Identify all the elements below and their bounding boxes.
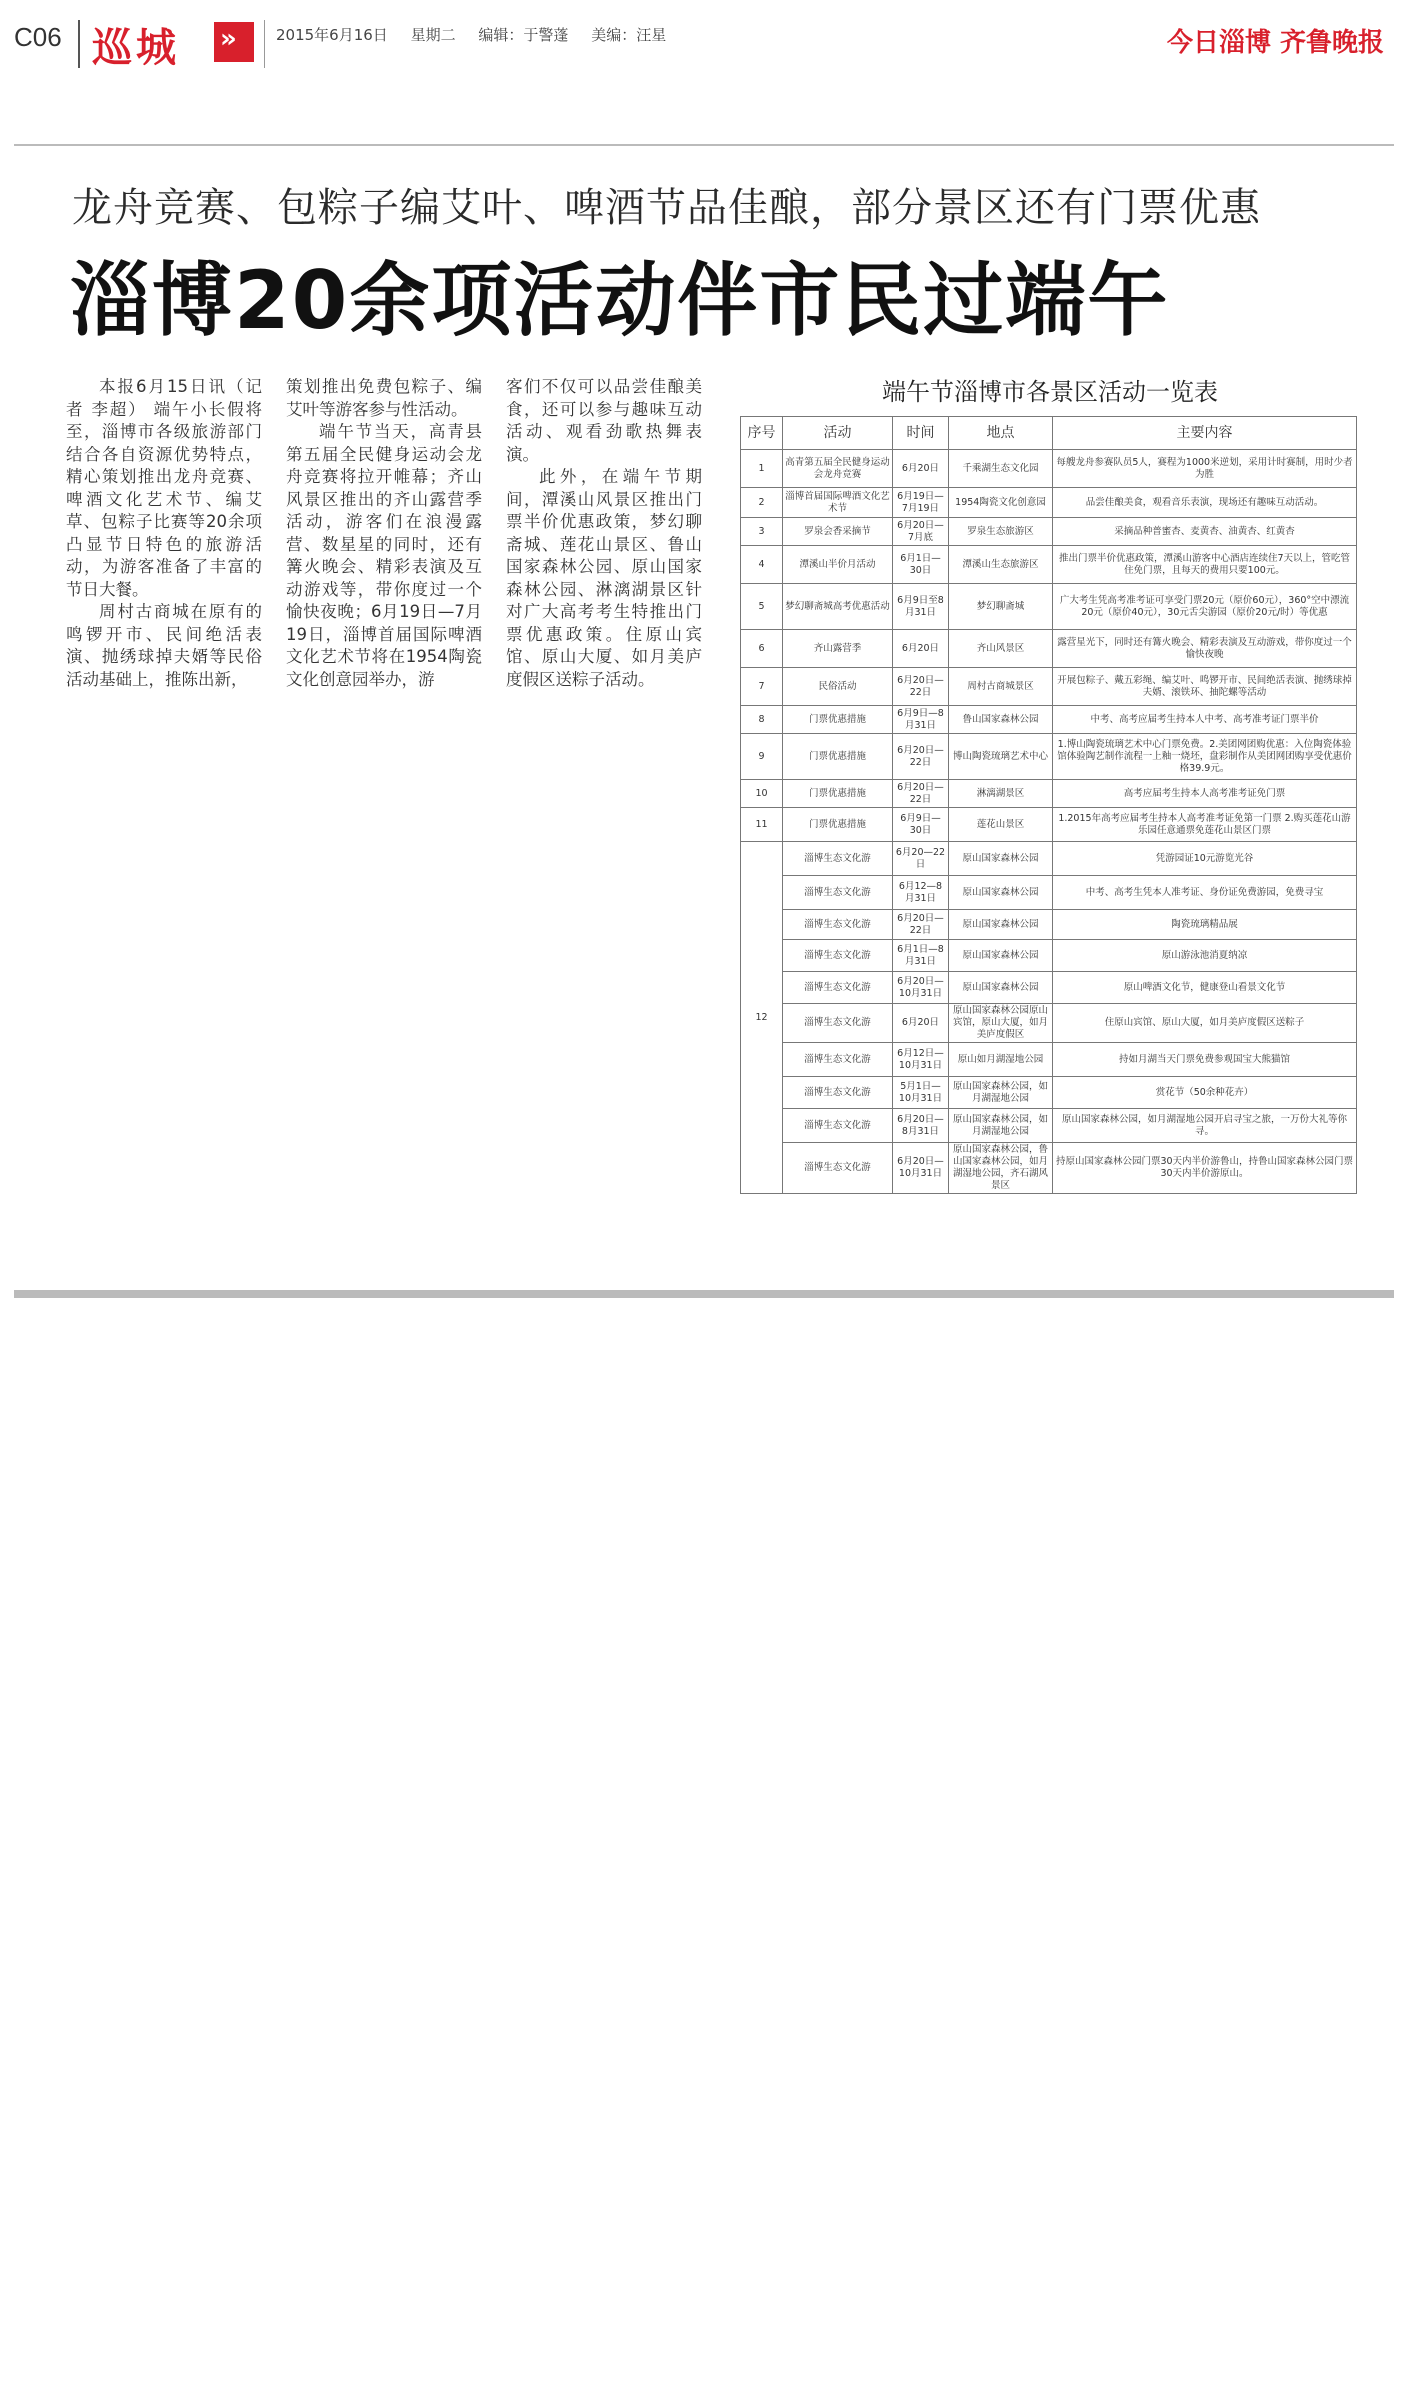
table-cell: 持如月湖当天门票免费参观国宝大熊猫馆 — [1053, 1043, 1357, 1077]
table-row — [741, 706, 1357, 734]
header-cell: 地点 — [949, 417, 1053, 450]
table-cell: 原山如月湖湿地公园 — [949, 1043, 1053, 1077]
table-cell: 门票优惠措施 — [783, 808, 893, 842]
header-divider — [78, 20, 80, 68]
header-divider-2 — [264, 20, 265, 68]
table-cell: 淋漓湖景区 — [949, 780, 1053, 808]
table-cell: 淄博生态文化游 — [783, 1077, 893, 1109]
designer-credit: 美编：汪星 — [591, 26, 667, 44]
arrow-glyph: » — [220, 24, 237, 54]
table-row — [741, 546, 1357, 584]
table-cell: 门票优惠措施 — [783, 780, 893, 808]
table-cell: 6月20日—8月31日 — [893, 1109, 949, 1143]
table-cell: 6月19日—7月19日 — [893, 488, 949, 518]
table-cell: 露营星光下，同时还有篝火晚会、精彩表演及互动游戏，带你度过一个愉快夜晚 — [1053, 630, 1357, 668]
table-cell: 淄博生态文化游 — [783, 1143, 893, 1194]
table-cell: 1 — [741, 450, 783, 488]
table-cell: 原山国家森林公园，鲁山国家森林公园，如月湖湿地公园，齐石湖风景区 — [949, 1143, 1053, 1194]
table-cell: 门票优惠措施 — [783, 706, 893, 734]
table-row — [741, 1143, 1357, 1194]
article-subtitle: 龙舟竞赛、包粽子编艾叶、啤酒节品佳酿，部分景区还有门票优惠 — [72, 185, 1261, 231]
table-cell: 中考、高考应届考生持本人中考、高考准考证门票半价 — [1053, 706, 1357, 734]
issue-weekday: 星期二 — [410, 26, 456, 44]
table-cell: 6月20日—7月底 — [893, 518, 949, 546]
table-cell: 6月20日 — [893, 1004, 949, 1043]
paragraph: 客们不仅可以品尝佳酿美食，还可以参与趣味互动活动、观看劲歌热舞表演。 — [506, 377, 702, 464]
table-cell: 民俗活动 — [783, 668, 893, 706]
table-row — [741, 876, 1357, 910]
table-cell: 6月12—8月31日 — [893, 876, 949, 910]
table-cell: 6月1日—8月31日 — [893, 940, 949, 972]
table-cell: 梦幻聊斋城 — [949, 584, 1053, 630]
header-cell: 活动 — [783, 417, 893, 450]
table-cell: 原山国家森林公园，如月湖湿地公园开启寻宝之旅，一万份大礼等你寻。 — [1053, 1109, 1357, 1143]
table-cell: 罗泉生态旅游区 — [949, 518, 1053, 546]
table-cell: 高青第五届全民健身运动会龙舟竞赛 — [783, 450, 893, 488]
table-cell: 莲花山景区 — [949, 808, 1053, 842]
table-cell: 4 — [741, 546, 783, 584]
table-cell: 每艘龙舟参赛队员5人，赛程为1000米逆划，采用计时赛制，用时少者为胜 — [1053, 450, 1357, 488]
table-cell: 6 — [741, 630, 783, 668]
table-cell: 潭溪山半价月活动 — [783, 546, 893, 584]
table-cell: 1.博山陶瓷琉璃艺术中心门票免费。2.美团网团购优惠：入位陶瓷体验馆体验陶艺制作流程一上釉一烧坯，盘彩制作从美团网团购享受优惠价格39.9元。 — [1053, 734, 1357, 780]
table-cell: 梦幻聊斋城高考优惠活动 — [783, 584, 893, 630]
table-cell: 6月20日—22日 — [893, 780, 949, 808]
table-cell: 陶瓷琉璃精品展 — [1053, 910, 1357, 940]
article-title: 淄博20余项活动伴市民过端午 — [70, 254, 1170, 347]
table-cell: 5 — [741, 584, 783, 630]
table-cell: 6月20日—22日 — [893, 668, 949, 706]
table-row — [741, 1004, 1357, 1043]
table-row — [741, 1109, 1357, 1143]
table-cell: 6月9日至8月31日 — [893, 584, 949, 630]
table-row — [741, 940, 1357, 972]
table-cell: 2 — [741, 488, 783, 518]
table-cell: 5月1日—10月31日 — [893, 1077, 949, 1109]
table-cell: 原山国家森林公园，如月湖湿地公园 — [949, 1109, 1053, 1143]
article-column-2 — [286, 376, 482, 691]
paragraph: 本报6月15日讯（记者 李超） 端午小长假将至，淄博市各级旅游部门结合各自资源优势特点，精心策划推出龙舟竞赛、啤酒文化艺术节、编艾草、包粽子比赛等20余项凸显节日特色的旅游活动，为游客准备了丰富的节日大餐。 — [66, 377, 262, 599]
table-cell: 6月20日—10月31日 — [893, 1143, 949, 1194]
section-arrow-icon — [214, 22, 254, 62]
page-number: C06 — [14, 22, 62, 52]
table-cell: 淄博生态文化游 — [783, 1004, 893, 1043]
table-cell: 原山国家森林公园 — [949, 842, 1053, 876]
table-row — [741, 734, 1357, 780]
issue-date: 2015年6月16日 — [276, 26, 388, 44]
table-cell: 淄博生态文化游 — [783, 1043, 893, 1077]
table-title: 端午节淄博市各景区活动一览表 — [882, 378, 1218, 406]
table-cell: 采摘品种普蜜杏、麦黄杏、油黄杏、红黄杏 — [1053, 518, 1357, 546]
table-cell: 6月20日—22日 — [893, 734, 949, 780]
table-cell: 原山国家森林公园原山宾馆，原山大厦，如月美庐度假区 — [949, 1004, 1053, 1043]
table-cell: 6月12日—10月31日 — [893, 1043, 949, 1077]
table-cell: 赏花节（50余种花卉） — [1053, 1077, 1357, 1109]
table-cell: 品尝佳酿美食，观看音乐表演，现场还有趣味互动活动。 — [1053, 488, 1357, 518]
table-cell: 潭溪山生态旅游区 — [949, 546, 1053, 584]
table-cell: 8 — [741, 706, 783, 734]
table-cell: 6月9日—8月31日 — [893, 706, 949, 734]
table-row — [741, 668, 1357, 706]
header-cell: 主要内容 — [1053, 417, 1357, 450]
header-cell: 序号 — [741, 417, 783, 450]
table-cell: 齐山风景区 — [949, 630, 1053, 668]
table-cell: 3 — [741, 518, 783, 546]
table-cell: 原山国家森林公园 — [949, 910, 1053, 940]
article-column-3 — [506, 376, 702, 691]
editor-credit: 编辑：于警蓬 — [478, 26, 569, 44]
table-cell: 罗泉会香采摘节 — [783, 518, 893, 546]
table-cell: 原山国家森林公园 — [949, 940, 1053, 972]
table-cell: 6月20日—22日 — [893, 910, 949, 940]
table-cell: 千乘湖生态文化园 — [949, 450, 1053, 488]
table-cell: 原山国家森林公园 — [949, 876, 1053, 910]
table-row — [741, 488, 1357, 518]
table-cell: 鲁山国家森林公园 — [949, 706, 1053, 734]
paragraph: 此外，在端午节期间，潭溪山风景区推出门票半价优惠政策，梦幻聊斋城、莲花山景区、鲁山国家森林公园、原山国家森林公园、淋漓湖景区针对广大高考考生特推出门票优惠政策。住原山宾馆、原山大厦、如月美庐度假区送粽子活动。 — [506, 467, 702, 689]
table-row — [741, 842, 1357, 876]
header-cell: 时间 — [893, 417, 949, 450]
table-cell: 淄博生态文化游 — [783, 842, 893, 876]
table-row — [741, 630, 1357, 668]
paragraph: 端午节当天，高青县第五届全民健身运动会龙舟竞赛将拉开帷幕；齐山风景区推出的齐山露营季活动，游客们在浪漫露营、数星星的同时，还有篝火晚会、精彩表演及互动游戏等，带你度过一个愉快夜晚；6月19日—7月19日，淄博首届国际啤酒文化艺术节将在1954陶瓷文化创意园举办，游 — [286, 422, 482, 689]
table-cell: 1954陶瓷文化创意园 — [949, 488, 1053, 518]
table-row — [741, 1077, 1357, 1109]
table-cell: 凭游园证10元游览光谷 — [1053, 842, 1357, 876]
table-cell: 住原山宾馆、原山大厦，如月美庐度假区送粽子 — [1053, 1004, 1357, 1043]
table-cell: 淄博生态文化游 — [783, 972, 893, 1004]
table-cell: 6月9日—30日 — [893, 808, 949, 842]
activity-table — [740, 416, 1357, 1194]
table-cell: 1.2015年高考应届考生持本人高考准考证免第一门票 2.购买莲花山游乐园任意通票免莲花山景区门票 — [1053, 808, 1357, 842]
table-row — [741, 780, 1357, 808]
table-body — [741, 450, 1357, 1194]
table-row — [741, 518, 1357, 546]
table-cell: 广大考生凭高考准考证可享受门票20元（原价60元），360°空中漂流20元（原价40元），30元舌尖游园（原价20元/时）等优惠 — [1053, 584, 1357, 630]
table-row — [741, 1043, 1357, 1077]
table-cell: 淄博生态文化游 — [783, 940, 893, 972]
header-rule — [14, 144, 1394, 146]
table-cell: 原山国家森林公园，如月湖湿地公园 — [949, 1077, 1053, 1109]
table-cell: 原山国家森林公园 — [949, 972, 1053, 1004]
table-row — [741, 910, 1357, 940]
header-meta — [276, 24, 684, 45]
table-cell: 7 — [741, 668, 783, 706]
table-cell: 推出门票半价优惠政策，潭溪山游客中心酒店连续住7天以上，管吃管住免门票，且每天的费用只要100元。 — [1053, 546, 1357, 584]
table-cell: 6月20日 — [893, 450, 949, 488]
article-column-1 — [66, 376, 262, 691]
section-name: 巡城 — [92, 25, 180, 71]
table-row — [741, 584, 1357, 630]
table-row — [741, 972, 1357, 1004]
table-cell: 持原山国家森林公园门票30天内半价游鲁山，持鲁山国家森林公园门票30天内半价游原山。 — [1053, 1143, 1357, 1194]
paragraph: 策划推出免费包粽子、编艾叶等游客参与性活动。 — [286, 377, 482, 419]
table-cell: 淄博生态文化游 — [783, 910, 893, 940]
table-cell: 门票优惠措施 — [783, 734, 893, 780]
table-cell: 10 — [741, 780, 783, 808]
table-cell: 9 — [741, 734, 783, 780]
table-cell: 6月20日 — [893, 630, 949, 668]
table-cell: 12 — [741, 842, 783, 1194]
table-cell: 6月20—22日 — [893, 842, 949, 876]
activity-table-container — [740, 416, 1356, 1194]
table-cell: 原山啤酒文化节，健康登山看景文化节 — [1053, 972, 1357, 1004]
table-cell: 中考、高考生凭本人准考证、身份证免费游园，免费寻宝 — [1053, 876, 1357, 910]
table-cell: 淄博首届国际啤酒文化艺术节 — [783, 488, 893, 518]
table-cell: 高考应届考生持本人高考准考证免门票 — [1053, 780, 1357, 808]
table-header-row — [741, 417, 1357, 450]
table-cell: 原山游泳池消夏纳凉 — [1053, 940, 1357, 972]
bottom-rule — [14, 1290, 1394, 1298]
page-header — [14, 16, 1394, 72]
newspaper-brand: 今日淄博 齐鲁晚报 — [1166, 28, 1384, 58]
table-cell: 齐山露营季 — [783, 630, 893, 668]
table-cell: 周村古商城景区 — [949, 668, 1053, 706]
table-cell: 博山陶瓷琉璃艺术中心 — [949, 734, 1053, 780]
table-cell: 开展包粽子、戴五彩绳、编艾叶、鸣锣开市、民间绝活表演、抛绣球掉夫婿、滚铁环、抽陀螺等活动 — [1053, 668, 1357, 706]
table-row — [741, 808, 1357, 842]
table-cell: 淄博生态文化游 — [783, 1109, 893, 1143]
table-cell: 6月1日—30日 — [893, 546, 949, 584]
table-cell: 6月20日—10月31日 — [893, 972, 949, 1004]
paragraph: 周村古商城在原有的鸣锣开市、民间绝活表演、抛绣球掉夫婿等民俗活动基础上，推陈出新， — [66, 602, 262, 689]
table-cell: 淄博生态文化游 — [783, 876, 893, 910]
table-row — [741, 450, 1357, 488]
table-cell: 11 — [741, 808, 783, 842]
